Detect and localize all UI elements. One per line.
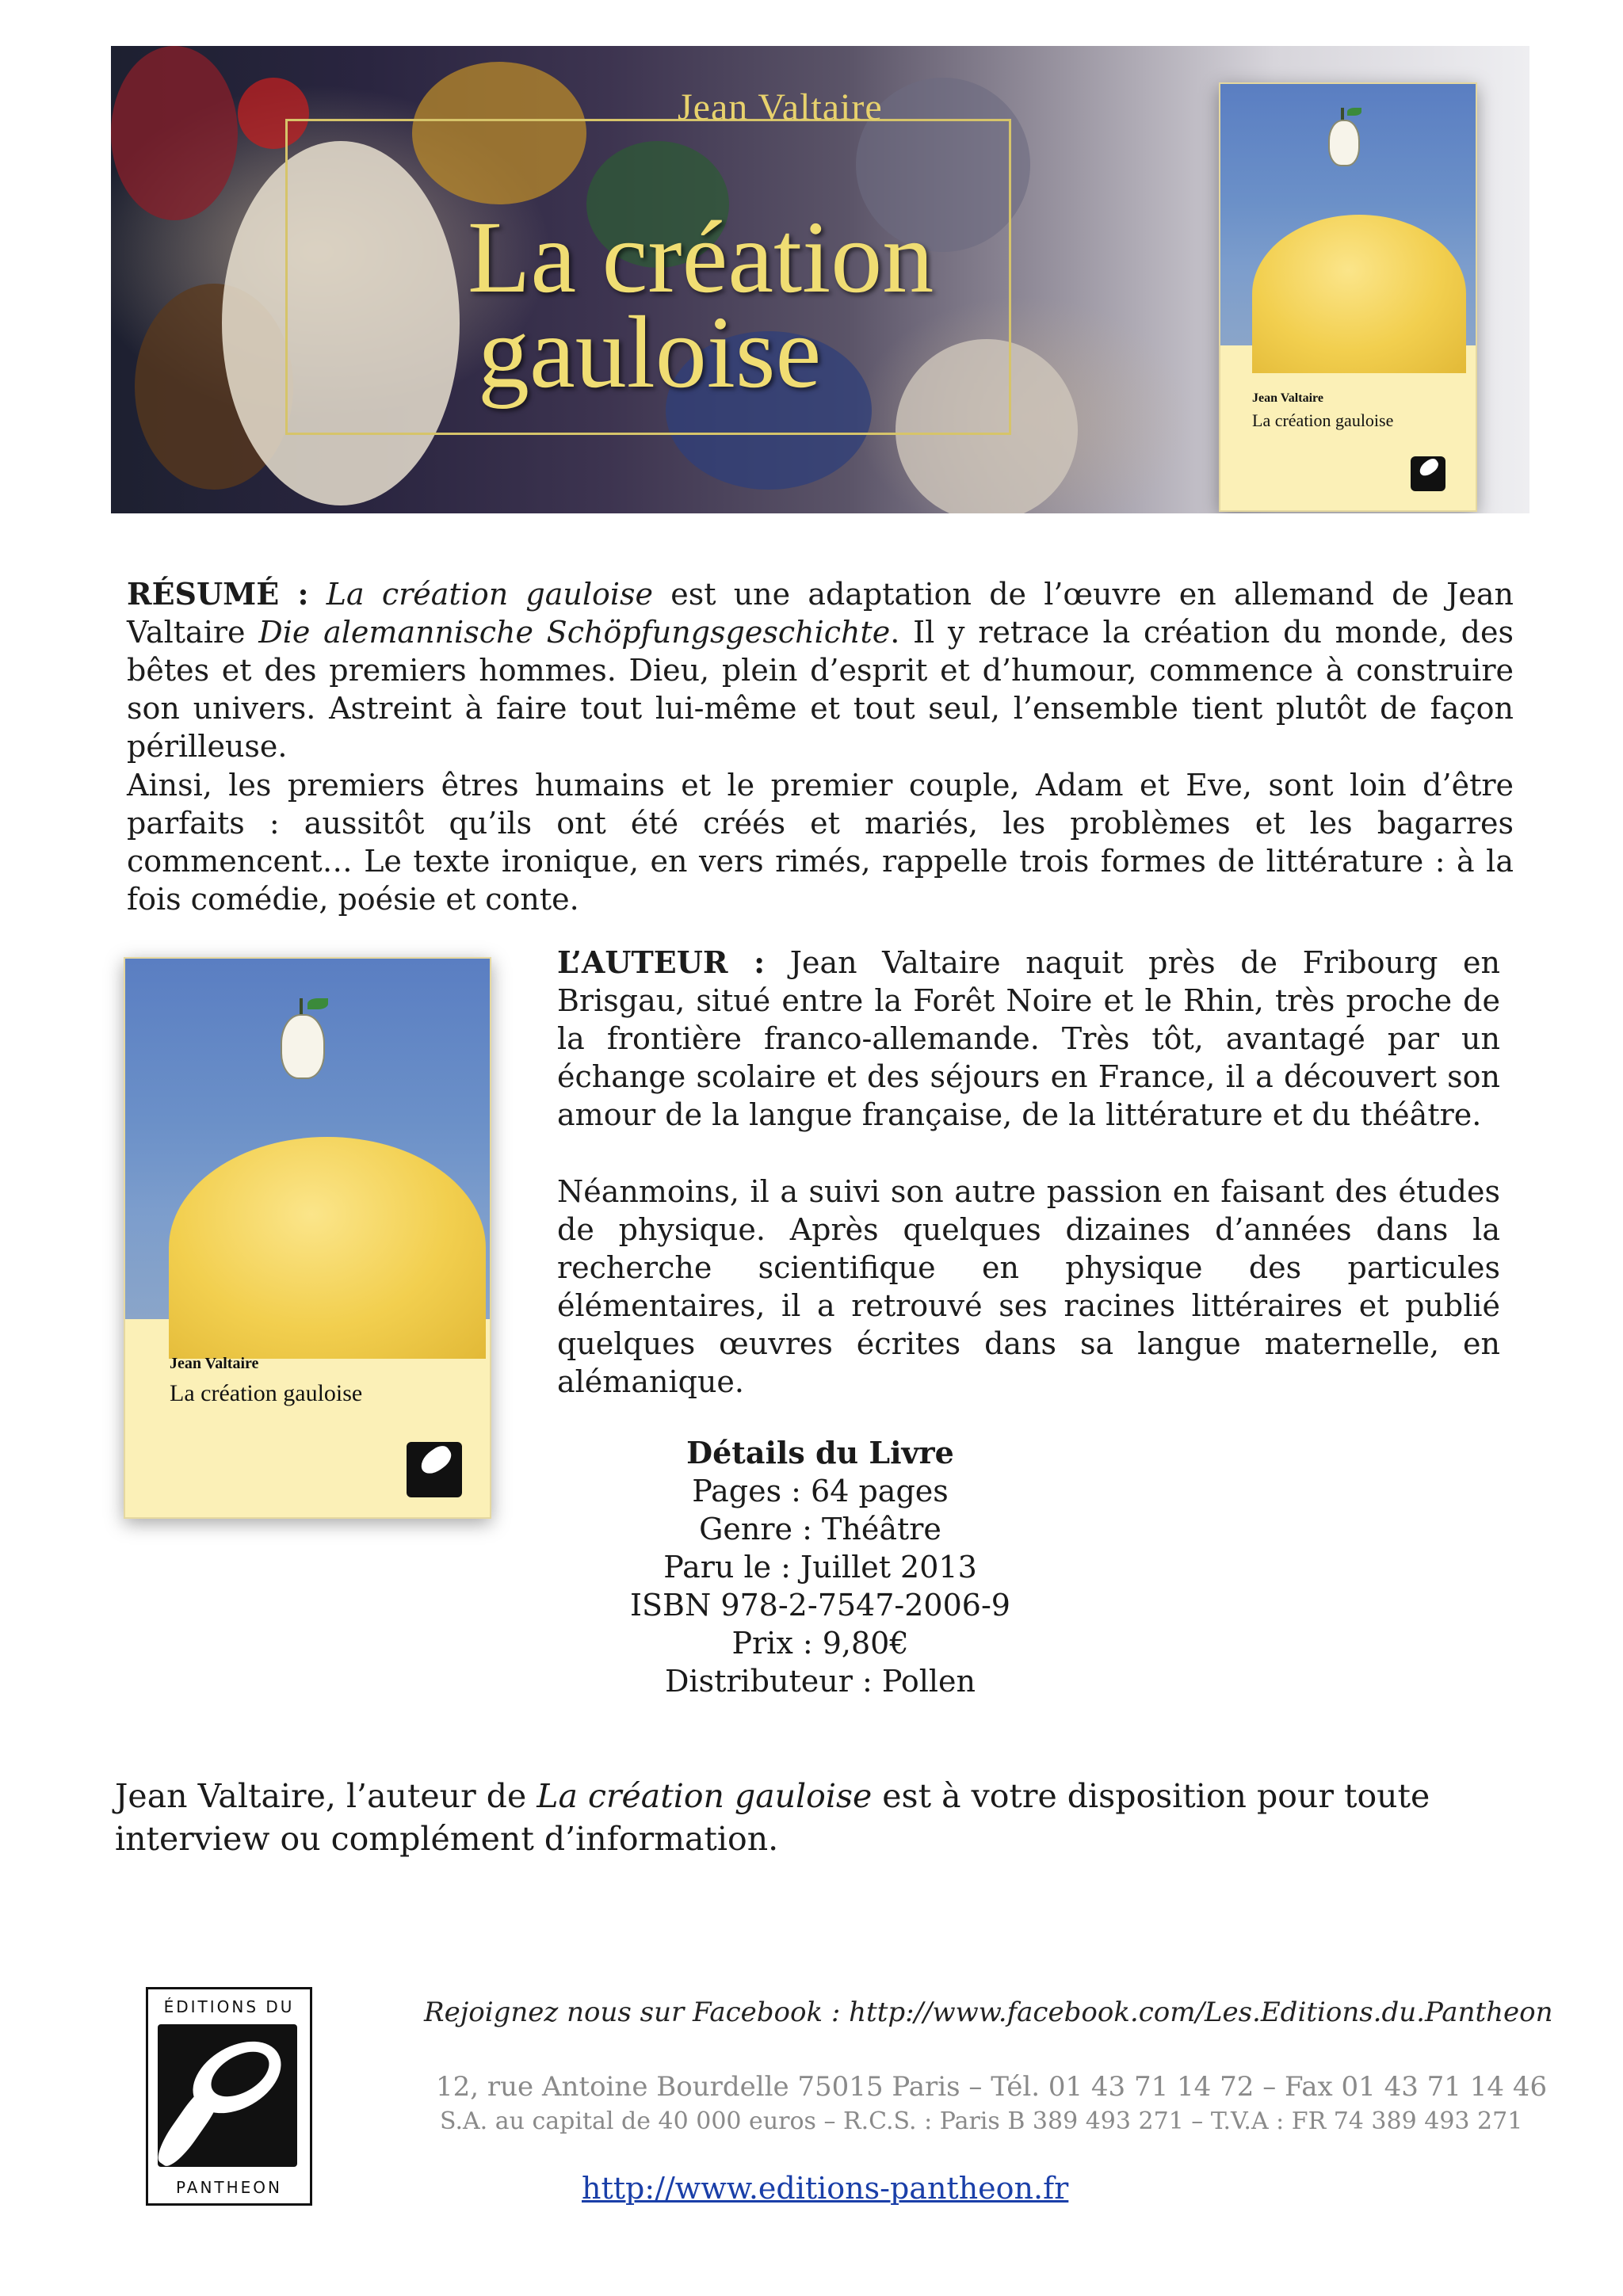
banner-title-line-1: La création	[468, 200, 934, 315]
summary-paragraph-2: Ainsi, les premiers êtres humains et le premier couple, Adam et Eve, sont loin d’être parfaits : aussitôt qu’ils ont été créés et mariés, les problèmes et les bagarres commencent… Le texte ironique, en vers rimés, rappelle trois formes de littérature : à la fois comédie, poésie et conte.	[127, 768, 1514, 917]
cover-hill-shape	[1252, 215, 1466, 373]
cover-illustration	[125, 959, 490, 1319]
publisher-logo-icon	[1411, 456, 1445, 491]
cover-hill-shape	[169, 1137, 486, 1359]
summary-label: RÉSUMÉ :	[127, 576, 309, 612]
header-banner	[111, 46, 1529, 513]
cover-author: Jean Valtaire	[1252, 391, 1323, 405]
summary-text-b: . Il y retrace la création du monde, des bêtes et des premiers hommes. Dieu, plein d’esprit et d’humour, commence à construire son univers. Astreint à faire tout lui-même et tout seul, l’ensemble tient plutôt de façon périlleuse.	[127, 615, 1514, 764]
details-genre: Genre : Théâtre	[699, 1512, 941, 1547]
banner-book-cover	[1219, 82, 1477, 512]
banner-title-line-2: gauloise	[478, 296, 822, 410]
details-title: Détails du Livre	[686, 1435, 954, 1470]
publisher-logo-icon	[407, 1442, 462, 1497]
contact-text-a: Jean Valtaire, l’auteur de	[115, 1777, 537, 1815]
apple-leaf-icon	[1347, 108, 1361, 116]
details-pages: Pages : 64 pages	[692, 1474, 949, 1508]
cover-illustration	[1220, 84, 1476, 345]
website-link[interactable]: http://www.editions-pantheon.fr	[582, 2171, 1069, 2206]
book-details	[602, 1434, 1038, 1700]
company-registration-line: S.A. au capital de 40 000 euros – R.C.S. : Paris B 389 493 271 – T.V.A : FR 74 389 493 271	[440, 2107, 1523, 2135]
author-paragraph-2: Néanmoins, il a suivi son autre passion en faisant des études de physique. Après quelques dizaines d’années dans la recherche scientifique en physique des particules élémentaires, il a retrouvé ses racines littéraires et publié quelques œuvres écrites dans sa langue maternelle, en alémanique.	[557, 1174, 1500, 1399]
details-distributor: Distributeur : Pollen	[664, 1664, 976, 1699]
publisher-p-logo-icon	[158, 2024, 297, 2167]
author-label: L’AUTEUR :	[557, 944, 766, 980]
details-release-date: Paru le : Juillet 2013	[663, 1550, 977, 1585]
cover-author: Jean Valtaire	[170, 1355, 259, 1372]
cover-title: La création gauloise	[170, 1380, 363, 1406]
apple-stem-icon	[300, 998, 303, 1016]
facebook-line: Rejoignez nous sur Facebook : http://www.facebook.com/Les.Editions.du.Pantheon	[424, 1997, 1553, 2028]
apple-core-icon	[281, 1014, 325, 1079]
banner-glass-shape	[111, 46, 238, 220]
logo-label-top: ÉDITIONS DU	[163, 1997, 295, 2016]
summary-text-a: est une adaptation de l’œuvre en allemand de Jean Valtaire	[127, 577, 1514, 650]
logo-label-bottom: PANTHEON	[175, 2178, 283, 2197]
address-line: 12, rue Antoine Bourdelle 75015 Paris – Tél. 01 43 71 14 72 – Fax 01 43 71 14 46	[436, 2071, 1548, 2103]
banner-author: Jean Valtaire	[678, 86, 883, 128]
book-cover	[124, 957, 491, 1519]
author-text: Jean Valtaire naquit près de Fribourg en Brisgau, situé entre la Forêt Noire et le Rhin, très proche de la frontière franco-allemande. Très tôt, avantagé par un échange scolaire et des séjours en France, il a découvert son amour de la langue française, de la littérature et du théâtre.	[557, 945, 1500, 1132]
apple-core-icon	[1328, 120, 1360, 166]
author-paragraph-1	[557, 944, 1500, 1134]
summary-original-work: Die alemannische Schöpfungsgeschichte	[258, 615, 891, 650]
publisher-logo	[146, 1987, 312, 2206]
contact-text-b: est à votre disposition pour toute interview ou complément d’information.	[115, 1777, 1430, 1858]
apple-leaf-icon	[307, 998, 328, 1009]
apple-stem-icon	[1341, 108, 1344, 120]
summary-paragraph-1	[127, 575, 1514, 765]
cover-title: La création gauloise	[1252, 410, 1394, 430]
details-isbn: ISBN 978-2-7547-2006-9	[630, 1588, 1010, 1623]
contact-book-title: La création gauloise	[537, 1777, 873, 1815]
contact-paragraph	[115, 1775, 1541, 1860]
details-price: Prix : 9,80€	[731, 1626, 909, 1661]
summary-book-title: La création gauloise	[326, 577, 654, 612]
